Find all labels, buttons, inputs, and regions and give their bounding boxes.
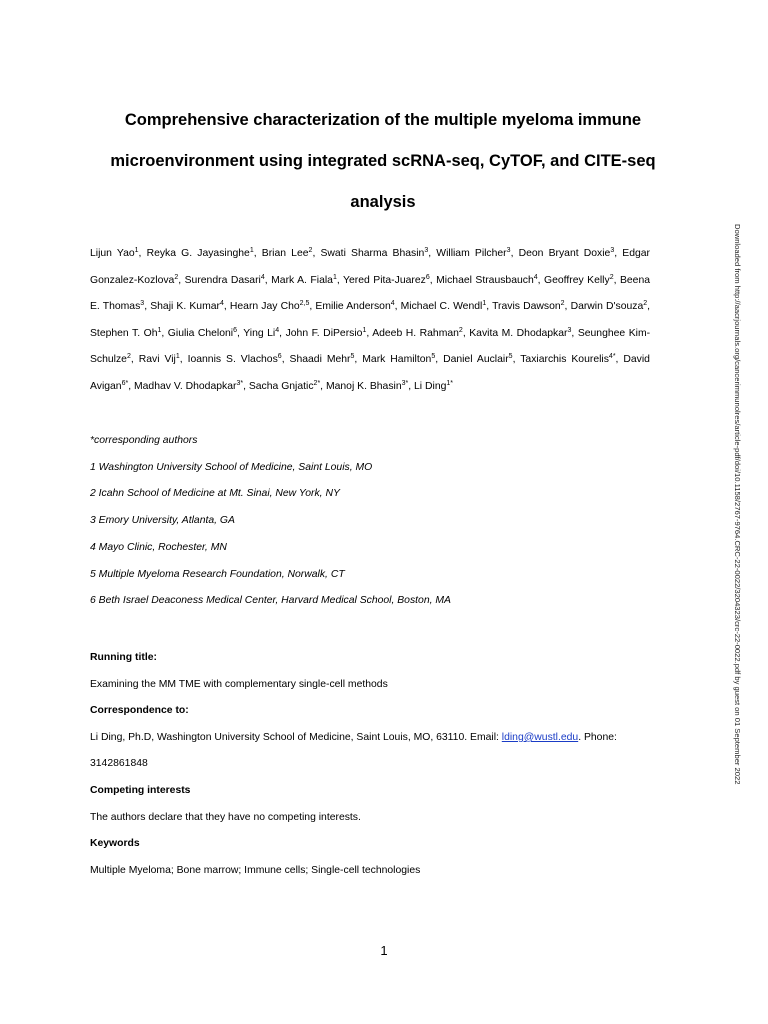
author — [185, 275, 265, 286]
author — [544, 275, 614, 286]
author — [571, 301, 648, 312]
author-name: Darwin D'souza — [570, 301, 644, 313]
author-affiliation-sup: 2* — [313, 379, 321, 387]
affiliation-3: 3 Emory University, Atlanta, GA — [90, 515, 235, 527]
author-affiliation-sup: 4 — [533, 273, 538, 281]
author — [519, 248, 615, 259]
affiliation-5: 5 Multiple Myeloma Research Foundation, Norwalk, CT — [90, 568, 345, 580]
author — [315, 301, 394, 312]
author-name: Geoffrey Kelly — [544, 274, 610, 286]
author — [147, 248, 254, 259]
author-name: Mark A. Fiala — [271, 274, 333, 286]
author-name: Shaadi Mehr — [289, 354, 351, 366]
download-note: Downloaded from http://aacrjournals.org/cancerimmunolres/article-pdf/doi/10.1158/2767-9764.CRC-22-0022/3204323/crc-22-0022.pdf by guest on 01 September 2022 — [733, 224, 742, 785]
author — [90, 328, 161, 339]
author-affiliation-sup: 4 — [275, 326, 280, 334]
author-name: Madhav V. Dhodapkar — [134, 380, 237, 392]
author-name: Reyka G. Jayasinghe — [146, 248, 250, 259]
author — [343, 275, 430, 286]
title-line-2: microenvironment using integrated scRNA-seq, CyTOF, and CITE-seq — [110, 152, 656, 170]
competing-interests-text: The authors declare that they have no competing interests. — [90, 811, 361, 823]
author-name: Brian Lee — [261, 248, 309, 259]
author-name: Seunghee Kim-Schulze — [90, 327, 651, 366]
author — [290, 354, 355, 365]
author-name: Ying Li — [243, 327, 276, 339]
author-name: Michael C. Wendl — [400, 301, 483, 313]
author-affiliation-sup: 1 — [482, 300, 487, 308]
author-name: Stephen T. Oh — [90, 327, 158, 339]
author-affiliation-sup: 2 — [643, 300, 648, 308]
author — [262, 248, 313, 259]
author-name: Michael Strausbauch — [436, 274, 534, 286]
author — [520, 354, 615, 365]
email-link[interactable]: lding@wustl.edu — [501, 731, 579, 743]
author-affiliation-sup: 2 — [458, 326, 463, 334]
phone-label: . Phone: — [578, 731, 617, 743]
author-affiliation-sup: 2,5 — [299, 300, 310, 308]
author-affiliation-sup: 4* — [608, 353, 616, 361]
correspondence-heading: Correspondence to: — [90, 705, 189, 717]
affiliation-4: 4 Mayo Clinic, Rochester, MN — [90, 541, 227, 553]
author — [188, 354, 282, 365]
author — [443, 354, 513, 365]
author-name: Daniel Auclair — [443, 354, 509, 366]
author — [168, 328, 237, 339]
author-name: Ioannis S. Vlachos — [187, 354, 278, 366]
author-name: Ravi Vij — [138, 354, 176, 366]
author — [436, 248, 510, 259]
author-affiliation-sup: 1 — [332, 273, 337, 281]
author-affiliation-sup: 5 — [431, 353, 436, 361]
affiliations — [90, 428, 650, 615]
keywords-text: Multiple Myeloma; Bone marrow; Immune cells; Single-cell technologies — [90, 864, 421, 876]
author — [414, 381, 453, 392]
author-name: Swati Sharma Bhasin — [320, 248, 425, 259]
author — [150, 301, 224, 312]
author-affiliation-sup: 4 — [260, 273, 265, 281]
author-affiliation-sup: 3 — [610, 247, 615, 254]
author-name: Giulia Cheloni — [167, 327, 234, 339]
page-number: 1 — [380, 943, 388, 958]
author — [362, 354, 435, 365]
running-title-text: Examining the MM TME with complementary single-cell methods — [90, 678, 388, 690]
author-affiliation-sup: 1 — [134, 247, 139, 254]
author-affiliation-sup: 1 — [249, 247, 254, 254]
author-name: Li Ding — [414, 380, 447, 392]
author-affiliation-sup: 2 — [560, 300, 565, 308]
keywords-heading: Keywords — [90, 838, 140, 850]
author-name: Mark Hamilton — [362, 354, 432, 366]
correspondence-address: Li Ding, Ph.D, Washington University School of Medicine, Saint Louis, MO, 63110. Email: — [90, 731, 502, 743]
author — [243, 328, 279, 339]
author-name: Deon Bryant Doxie — [518, 248, 611, 259]
author-affiliation-sup: 4 — [390, 300, 395, 308]
author-name: Yered Pita-Juarez — [343, 274, 426, 286]
author-affiliation-sup: 1 — [157, 326, 162, 334]
author-affiliation-sup: 1* — [446, 379, 454, 387]
author — [469, 328, 571, 339]
author-name: Beena E. Thomas — [90, 274, 651, 313]
title-line-1: Comprehensive characterization of the multiple myeloma immune — [124, 111, 642, 129]
title-line-3: analysis — [350, 193, 416, 211]
author — [271, 275, 337, 286]
author-affiliation-sup: 1 — [175, 353, 180, 361]
author-affiliation-sup: 6* — [121, 379, 129, 387]
author-name: Emilie Anderson — [315, 301, 391, 313]
author-affiliation-sup: 2 — [609, 273, 614, 281]
author — [286, 328, 367, 339]
author — [249, 381, 320, 392]
download-watermark — [733, 224, 747, 785]
author-affiliation-sup: 3* — [401, 379, 409, 387]
author-affiliation-sup: 6 — [277, 353, 282, 361]
author-affiliation-sup: 6 — [425, 273, 430, 281]
author-list: Lijun Yao$^1$, Reyka G. Jayasinghe$^1$, Brian Lee$^2$, Swati Sharma Bhasin$^3$, William Pilcher$^3$, Deon Bryant Doxie$^3$, Edgar Gonzalez-Kozlova$^2$, Surendra Dasari$^4$, Mark A. Fiala$^1$, Yered Pita-Juarez$^6$, Michael Strausbauch$^4$, Geoffrey Kelly$^2$, Beena E. Thomas$^3$, Shaji K. Kumar$^4$, Hearn Jay Cho$^{2,5}$, Emilie Anderson$^4$, Michael C. Wendl$^1$, Travis Dawson$^2$, Darwin D'souza$^2$, Stephen T. Oh$^1$, Giulia Cheloni$^6$, Ying Li$^4$, John F. DiPersio$^1$, Adeeb H. Rahman$^2$, Kavita M. Dhodapkar$^3$, Seunghee Kim-Schulze$^2$, Ravi Vij$^1$, Ioannis S. Vlachos$^6$, Shaadi Mehr$^5$, Mark Hamilton$^5$, Daniel Auclair$^5$, Taxiarchis Kourelis$^{4*}$, David Avigan$^{6*}$, Madhav V. Dhodapkar$^{3*}$, Sacha Gnjatic$^{2*}$, Manoj K. Bhasin$^{3*}$, Li Ding$^{1*}$ — [90, 247, 651, 392]
phone-number: 3142861848 — [90, 758, 148, 770]
author-affiliation-sup: 5 — [350, 353, 355, 361]
affiliation-2: 2 Icahn School of Medicine at Mt. Sinai, New York, NY — [90, 488, 340, 500]
author — [401, 301, 487, 312]
author-affiliation-sup: 3 — [506, 247, 511, 254]
competing-interests-heading: Competing interests — [90, 784, 191, 796]
author-affiliation-sup: 6 — [233, 326, 238, 334]
author — [230, 301, 310, 312]
author-name: Sacha Gnjatic — [248, 380, 314, 392]
author — [90, 248, 139, 259]
author-affiliation-sup: 4 — [219, 300, 224, 308]
author-name: Edgar Gonzalez-Kozlova — [90, 248, 650, 286]
author-name: Adeeb H. Rahman — [372, 327, 459, 339]
author-affiliation-sup: 3 — [424, 247, 429, 254]
author-name: Shaji K. Kumar — [150, 301, 220, 313]
correspondence-text — [90, 725, 650, 752]
author-affiliation-sup: 2 — [174, 273, 179, 281]
author-affiliation-sup: 5 — [508, 353, 513, 361]
author — [326, 381, 408, 392]
paper-metadata — [90, 645, 650, 884]
author-affiliation-sup: 3 — [140, 300, 145, 308]
author-affiliation-sup: 3 — [567, 326, 572, 334]
author — [134, 381, 243, 392]
author-name: Manoj K. Bhasin — [325, 380, 402, 392]
author-name: Taxiarchis Kourelis — [520, 354, 609, 366]
author — [139, 354, 180, 365]
author — [320, 248, 428, 259]
running-title-heading: Running title: — [90, 652, 157, 663]
author-name: David Avigan — [90, 354, 650, 392]
author-name: Travis Dawson — [492, 301, 561, 313]
paper-title — [90, 100, 676, 223]
corresponding-note: *corresponding authors — [90, 435, 198, 446]
author-name: Hearn Jay Cho — [229, 301, 300, 313]
author-name: Lijun Yao — [90, 248, 135, 259]
affiliation-1: 1 Washington University School of Medicine, Saint Louis, MO — [90, 461, 373, 473]
author-affiliation-sup: 3* — [236, 379, 244, 387]
author-name: Surendra Dasari — [184, 274, 261, 286]
author — [492, 301, 564, 312]
author-affiliation-sup: 1 — [362, 326, 367, 334]
author-affiliation-sup: 2 — [126, 353, 131, 361]
author-name: William Pilcher — [436, 248, 507, 259]
author-name: John F. DiPersio — [285, 327, 363, 339]
author-affiliation-sup: 2 — [308, 247, 313, 254]
author — [372, 328, 463, 339]
affiliation-6: 6 Beth Israel Deaconess Medical Center, Harvard Medical School, Boston, MA — [90, 595, 451, 607]
author-name: Kavita M. Dhodapkar — [469, 327, 568, 339]
author — [436, 275, 538, 286]
